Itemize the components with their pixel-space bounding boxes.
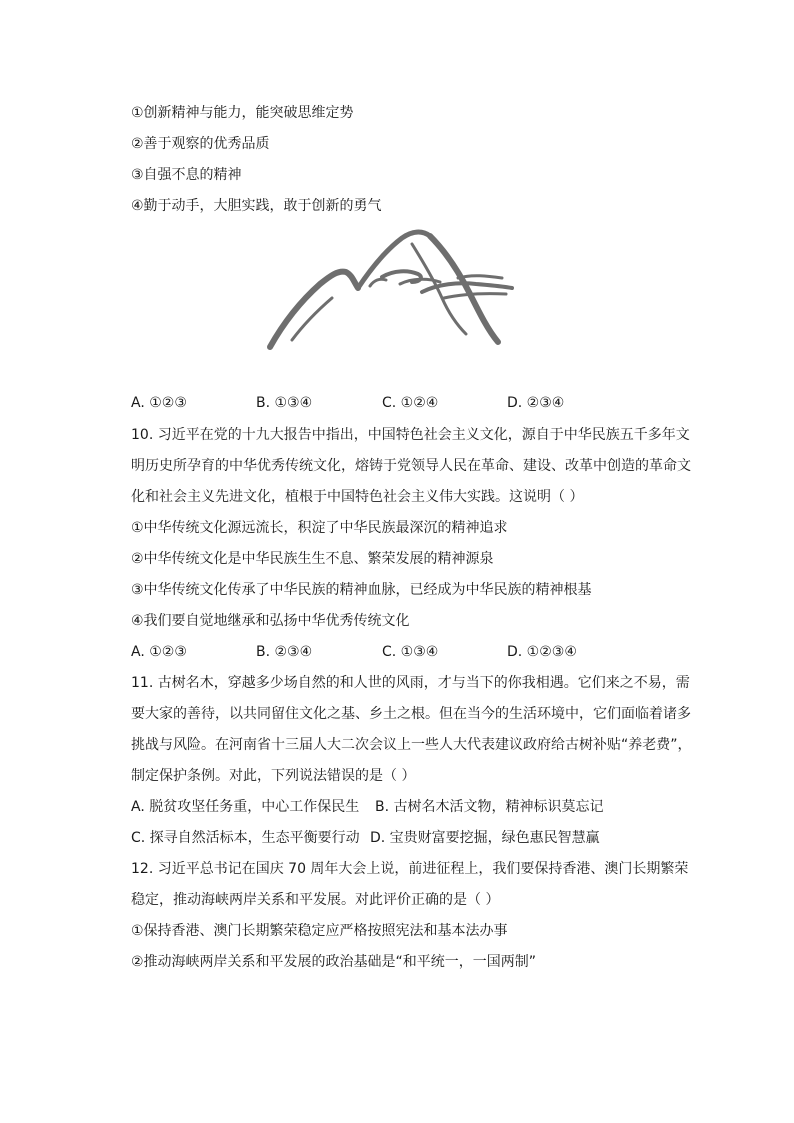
q10-option-d: D. ①②③④ [507, 644, 577, 660]
q12-item-2: ②推动海峡两岸关系和平发展的政治基础是“和平统一，一国两制” [131, 954, 537, 970]
q9-option-c: C. ①②④ [382, 395, 439, 411]
q10-item-3: ③中华传统文化传承了中华民族的精神血脉，已经成为中华民族的精神根基 [131, 582, 592, 598]
q10-item-2: ②中华传统文化是中华民族生生不息、繁荣发展的精神源泉 [131, 551, 494, 567]
q9-item-3: ③自强不息的精神 [131, 167, 242, 183]
q11-stem-line-4: 制定保护条例。对此，下列说法错误的是（ ） [131, 768, 416, 784]
q10-stem-line-1: 10. 习近平在党的十九大报告中指出，中国特色社会主义文化，源自于中华民族五千多年文 [131, 427, 690, 443]
q10-option-b: B. ②③④ [256, 644, 313, 660]
q9-option-a: A. ①②③ [131, 395, 187, 411]
q9-option-b: B. ①③④ [256, 395, 313, 411]
q11-stem-line-3: 挑战与风险。在河南省十三届人大二次会议上一些人大代表建议政府给古树补贴“养老费”， [131, 737, 692, 753]
q10-stem-line-3: 化和社会主义先进文化，植根于中国特色社会主义伟大实践。这说明（ ） [131, 489, 584, 505]
q11-stem-line-2: 要大家的善待，以共同留住文化之基、乡土之根。但在当今的生活环境中，它们面临着诸多 [131, 706, 691, 722]
q11-option-c: C. 探寻自然活标本，生态平衡要行动 [131, 830, 360, 846]
q11-option-b: B. 古树名木活文物，精神标识莫忘记 [375, 799, 604, 815]
q9-item-1: ①创新精神与能力，能突破思维定势 [131, 105, 354, 121]
q10-item-1: ①中华传统文化源远流长，积淀了中华民族最深沉的精神追求 [131, 520, 508, 536]
q11-stem-line-1: 11. 古树名木，穿越多少场自然的和人世的风雨，才与当下的你我相遇。它们来之不易，需 [131, 675, 690, 691]
q12-stem-line-2: 稳定，推动海峡两岸关系和平发展。对此评价正确的是（ ） [131, 892, 500, 908]
q9-item-4: ④勤于动手，大胆实践，敢于创新的勇气 [131, 198, 382, 214]
q10-item-4: ④我们要自觉地继承和弘扬中华优秀传统文化 [131, 613, 410, 629]
q9-option-d: D. ②③④ [507, 395, 565, 411]
q11-option-a: A. 脱贫攻坚任务重，中心工作保民生 [131, 799, 360, 815]
q9-item-2: ②善于观察的优秀品质 [131, 136, 270, 152]
q12-item-1: ①保持香港、澳门长期繁荣稳定应严格按照宪法和基本法办事 [131, 923, 508, 939]
q10-option-c: C. ①③④ [382, 644, 439, 660]
q12-stem-line-1: 12. 习近平总书记在国庆 70 周年大会上说，前进征程上，我们要保持香港、澳门长期繁荣 [131, 861, 689, 877]
q11-option-d: D. 宝贵财富要挖掘，绿色惠民智慧赢 [370, 830, 600, 846]
q10-stem-line-2: 明历史所孕育的中华优秀传统文化，熔铸于党领导人民在革命、建设、改革中创造的革命文 [131, 458, 691, 474]
q10-option-a: A. ①②③ [131, 644, 187, 660]
mountain-sketch-image [262, 222, 532, 357]
